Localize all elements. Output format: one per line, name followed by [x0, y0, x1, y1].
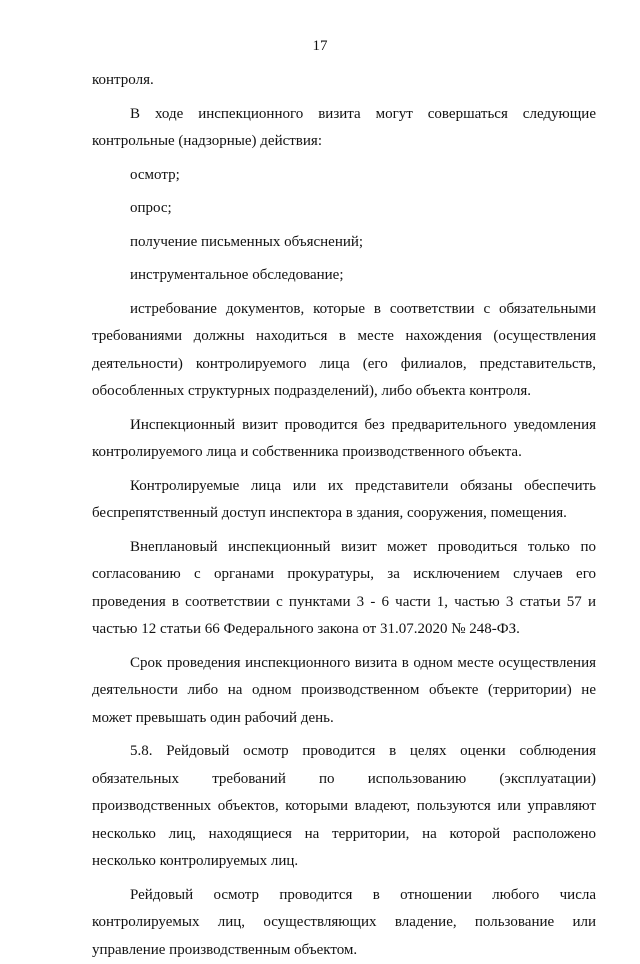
paragraph-unscheduled-visit: Внеплановый инспекционный визит может проводиться только по согласованию с органами прокуратуры, за исключением случаев его проведения в соответствии с пунктами 3 - 6 части 1, частью 3 статьи 57 и частью 12 статьи 66 Федерального закона от 31.07.2020 № 248-ФЗ. [92, 534, 596, 644]
paragraph-raid-scope: Рейдовый осмотр проводится в отношении любого числа контролируемых лиц, осуществляющих владение, пользование или управление производственным объектом. [92, 882, 596, 964]
document-body [92, 67, 596, 964]
paragraph-raid-inspection: 5.8. Рейдовый осмотр проводится в целях оценки соблюдения обязательных требований по использованию (эксплуатации) производственных объектов, которыми владеют, пользуются или управляют несколько лиц, находящиеся на территории, на которой расположено несколько контролируемых лиц. [92, 738, 596, 876]
page-number: 17 [0, 38, 640, 55]
list-item-survey: опрос; [92, 195, 596, 223]
paragraph-visit-duration: Срок проведения инспекционного визита в одном месте осуществления деятельности либо на одном производственном объекте (территории) не может превышать один рабочий день. [92, 650, 596, 733]
list-item-instrumental-examination: инструментальное обследование; [92, 262, 596, 290]
list-item-inspection: осмотр; [92, 162, 596, 190]
paragraph-access-obligation: Контролируемые лица или их представители обязаны обеспечить беспрепятственный доступ инспектора в здания, сооружения, помещения. [92, 473, 596, 528]
list-item-document-request: истребование документов, которые в соответствии с обязательными требованиями должны находиться в месте нахождения (осуществления деятельности) контролируемого лица (его филиалов, представительств, обособленных структурных подразделений), либо объекта контроля. [92, 296, 596, 406]
list-item-written-explanations: получение письменных объяснений; [92, 229, 596, 257]
paragraph-continuation: контроля. [92, 67, 596, 95]
paragraph-actions-intro: В ходе инспекционного визита могут совершаться следующие контрольные (надзорные) действия: [92, 101, 596, 156]
paragraph-no-notice: Инспекционный визит проводится без предварительного уведомления контролируемого лица и собственника производственного объекта. [92, 412, 596, 467]
